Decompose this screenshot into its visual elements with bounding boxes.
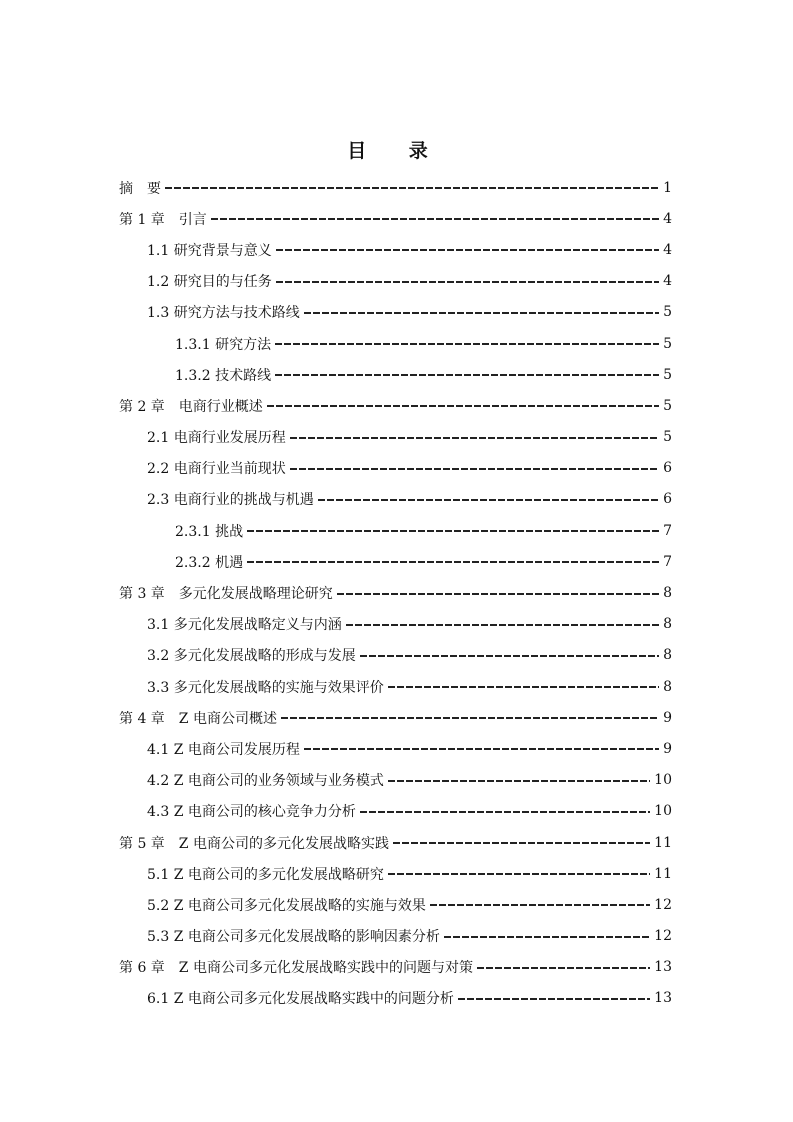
toc-entry-page: 9 (663, 740, 672, 757)
toc-leader-dashes (360, 811, 650, 813)
toc-entry[interactable] (119, 952, 672, 983)
toc-leader-dashes (304, 312, 659, 314)
toc-entry-label: 4.2 Z 电商公司的业务领域与业务模式 (147, 773, 384, 790)
toc-leader-dashes (165, 187, 659, 189)
toc-leader-dashes (247, 530, 659, 532)
toc-entry-label: 2.2 电商行业当前现状 (147, 461, 286, 478)
toc-entry[interactable] (119, 889, 672, 920)
toc-entry-label: 6.1 Z 电商公司多元化发展战略实践中的问题分析 (147, 991, 454, 1008)
toc-entry-label: 1.2 研究目的与任务 (147, 274, 272, 291)
toc-entry-label: 摘 要 (119, 180, 161, 197)
toc-leader-dashes (393, 842, 650, 844)
toc-entry[interactable] (119, 827, 672, 858)
toc-entry-label: 5.3 Z 电商公司多元化发展战略的影响因素分析 (147, 929, 440, 946)
toc-entry-label: 5.2 Z 电商公司多元化发展战略的实施与效果 (147, 897, 426, 914)
toc-entry[interactable] (119, 577, 672, 608)
toc-leader-dashes (281, 717, 659, 719)
table-of-contents (119, 172, 672, 1014)
toc-leader-dashes (275, 343, 659, 345)
toc-entry-label: 1.3 研究方法与技术路线 (147, 305, 300, 322)
toc-entry-label: 4.1 Z 电商公司发展历程 (147, 741, 300, 758)
toc-entry-page: 4 (663, 210, 672, 227)
toc-entry-page: 6 (663, 460, 672, 477)
toc-entry-label: 2.3.1 挑战 (175, 523, 244, 540)
toc-entry-page: 5 (663, 366, 672, 383)
toc-entry[interactable] (119, 234, 672, 265)
toc-entry-page: 1 (663, 179, 672, 196)
toc-entry-page: 10 (654, 772, 672, 789)
toc-entry[interactable] (119, 921, 672, 952)
toc-entry[interactable] (119, 765, 672, 796)
toc-leader-dashes (247, 561, 659, 563)
toc-entry-page: 9 (663, 709, 672, 726)
toc-entry-page: 8 (663, 616, 672, 633)
toc-entry-label: 第 4 章 Z 电商公司概述 (119, 710, 277, 727)
toc-entry-label: 4.3 Z 电商公司的核心竞争力分析 (147, 804, 356, 821)
toc-leader-dashes (430, 904, 650, 906)
toc-entry-page: 12 (654, 928, 672, 945)
toc-entry-page: 13 (654, 990, 672, 1007)
toc-entry[interactable] (119, 515, 672, 546)
toc-leader-dashes (211, 218, 659, 220)
toc-entry-label: 2.3 电商行业的挑战与机遇 (147, 492, 314, 509)
toc-entry-page: 11 (654, 865, 672, 882)
toc-entry-page: 5 (663, 335, 672, 352)
toc-leader-dashes (388, 873, 650, 875)
toc-entry[interactable] (119, 359, 672, 390)
toc-leader-dashes (275, 374, 659, 376)
toc-leader-dashes (477, 967, 650, 969)
toc-leader-dashes (318, 499, 659, 501)
toc-entry-page: 12 (654, 896, 672, 913)
toc-entry-page: 8 (663, 678, 672, 695)
toc-entry-label: 1.1 研究背景与意义 (147, 242, 272, 259)
toc-entry-page: 8 (663, 647, 672, 664)
toc-entry-label: 2.3.2 机遇 (175, 554, 244, 571)
toc-leader-dashes (276, 281, 659, 283)
toc-entry-label: 第 6 章 Z 电商公司多元化发展战略实践中的问题与对策 (119, 960, 473, 977)
toc-entry-page: 5 (663, 429, 672, 446)
toc-entry-page: 8 (663, 585, 672, 602)
toc-leader-dashes (290, 468, 659, 470)
toc-entry[interactable] (119, 640, 672, 671)
toc-entry[interactable] (119, 671, 672, 702)
toc-entry[interactable] (119, 796, 672, 827)
toc-entry-page: 5 (663, 397, 672, 414)
toc-leader-dashes (267, 405, 659, 407)
toc-entry-page: 6 (663, 491, 672, 508)
toc-leader-dashes (458, 998, 650, 1000)
toc-entry-page: 7 (663, 522, 672, 539)
toc-leader-dashes (290, 437, 659, 439)
toc-entry[interactable] (119, 422, 672, 453)
toc-entry-label: 第 3 章 多元化发展战略理论研究 (119, 586, 333, 603)
toc-leader-dashes (360, 655, 659, 657)
toc-leader-dashes (304, 748, 659, 750)
toc-entry[interactable] (119, 328, 672, 359)
toc-entry[interactable] (119, 702, 672, 733)
toc-entry-label: 第 5 章 Z 电商公司的多元化发展战略实践 (119, 835, 389, 852)
toc-entry-page: 4 (663, 273, 672, 290)
toc-entry-page: 7 (663, 553, 672, 570)
toc-entry-page: 5 (663, 304, 672, 321)
toc-entry[interactable] (119, 203, 672, 234)
toc-entry[interactable] (119, 546, 672, 577)
toc-entry[interactable] (119, 484, 672, 515)
toc-leader-dashes (276, 249, 659, 251)
toc-entry-label: 3.2 多元化发展战略的形成与发展 (147, 648, 356, 665)
toc-entry[interactable] (119, 266, 672, 297)
toc-entry[interactable] (119, 297, 672, 328)
toc-leader-dashes (337, 593, 659, 595)
toc-entry-page: 13 (654, 959, 672, 976)
toc-entry[interactable] (119, 609, 672, 640)
toc-entry-page: 4 (663, 241, 672, 258)
toc-entry[interactable] (119, 390, 672, 421)
toc-title: 目 录 (347, 140, 446, 162)
toc-entry[interactable] (119, 983, 672, 1014)
toc-leader-dashes (444, 936, 650, 938)
toc-entry-label: 3.3 多元化发展战略的实施与效果评价 (147, 679, 384, 696)
toc-leader-dashes (388, 686, 659, 688)
toc-entry-label: 3.1 多元化发展战略定义与内涵 (147, 617, 342, 634)
toc-entry-label: 第 2 章 电商行业概述 (119, 398, 263, 415)
toc-entry[interactable] (119, 858, 672, 889)
toc-leader-dashes (388, 780, 650, 782)
toc-entry-label: 第 1 章 引言 (119, 211, 207, 228)
toc-entry[interactable] (119, 453, 672, 484)
toc-entry-label: 2.1 电商行业发展历程 (147, 430, 286, 447)
toc-entry[interactable] (119, 172, 672, 203)
toc-entry-label: 1.3.1 研究方法 (175, 336, 272, 353)
toc-entry-page: 10 (654, 803, 672, 820)
toc-leader-dashes (346, 624, 659, 626)
toc-entry-page: 11 (654, 834, 672, 851)
toc-entry[interactable] (119, 733, 672, 764)
toc-entry-label: 1.3.2 技术路线 (175, 367, 272, 384)
toc-entry-label: 5.1 Z 电商公司的多元化发展战略研究 (147, 866, 384, 883)
